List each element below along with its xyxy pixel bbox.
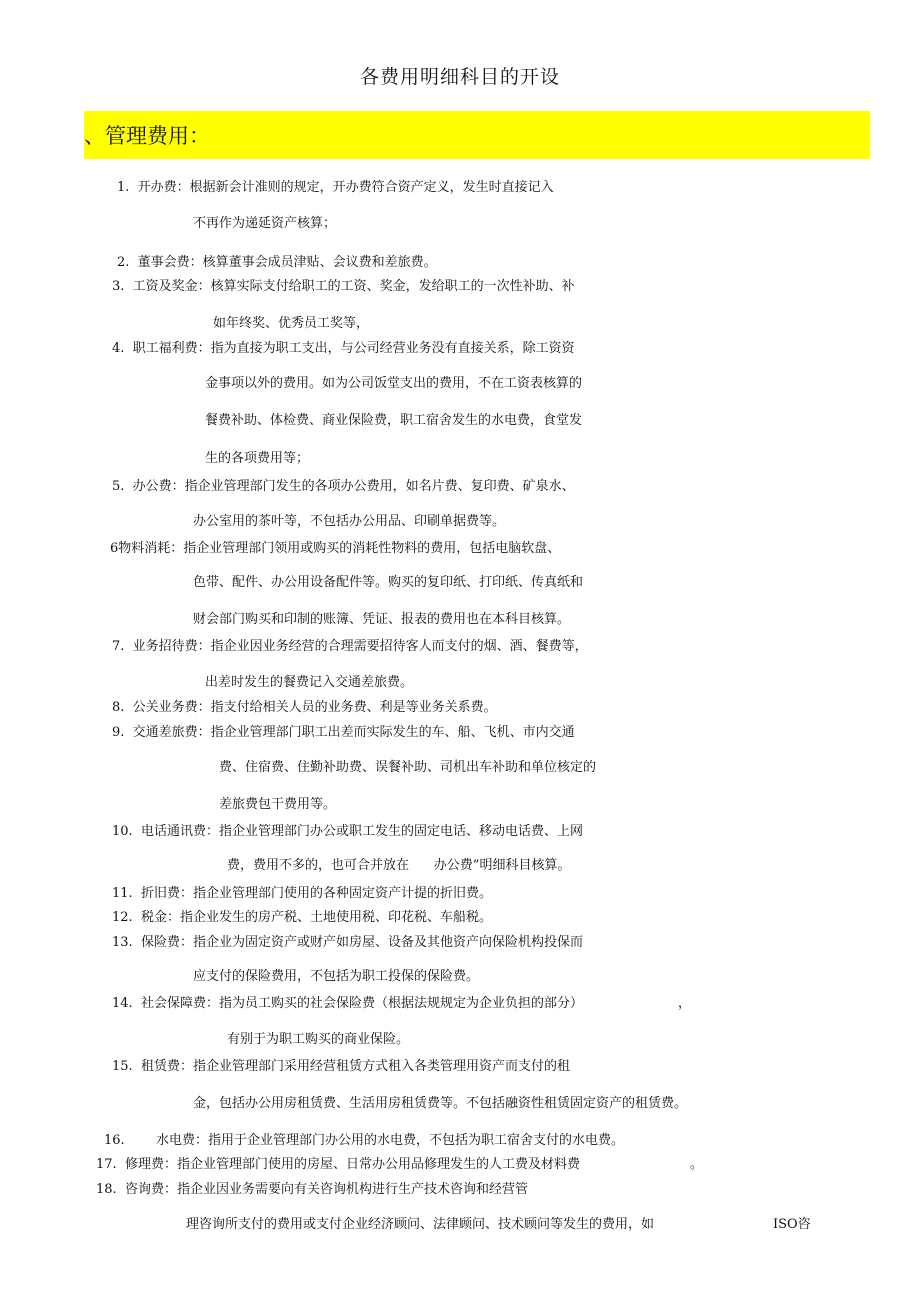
item-line: 17. 修理费：指企业管理部门使用的房屋、日常办公用品修理发生的人工费及材料费 bbox=[96, 1157, 580, 1172]
item-line: 差旅费包干费用等。 bbox=[219, 797, 337, 812]
item-line: 7. 业务招待费：指企业因业务经营的合理需要招待客人而支付的烟、酒、餐费等， bbox=[112, 639, 588, 654]
item-line: 12. 税金：指企业发生的房产税、土地使用税、印花税、车船税。 bbox=[112, 910, 492, 925]
item-line: 出差时发生的餐费记入交通差旅费。 bbox=[205, 675, 414, 690]
item-line: 财会部门购买和印制的账簿、凭证、报表的费用也在本科目核算。 bbox=[193, 612, 571, 627]
item-line: 9. 交通差旅费：指企业管理部门职工出差而实际发生的车、船、飞机、市内交通 bbox=[112, 725, 575, 740]
item-line: 11. 折旧费：指企业管理部门使用的各种固定资产计提的折旧费。 bbox=[112, 886, 492, 901]
item-line: 6物料消耗：指企业管理部门领用或购买的消耗性物料的费用，包括电脑软盘、 bbox=[110, 541, 561, 556]
item-line: 2. 董事会费：核算董事会成员津贴、会议费和差旅费。 bbox=[117, 255, 437, 270]
section-header: 、管理费用： bbox=[84, 124, 210, 148]
item-line: 费，费用不多的，也可合并放在 办公费”明细科目核算。 bbox=[227, 858, 571, 873]
item-line: 3. 工资及奖金：核算实际支付给职工的工资、奖金，发给职工的一次性补助、补 bbox=[112, 279, 575, 294]
item-line: 生的各项费用等； bbox=[205, 451, 310, 466]
item-line: 1. 开办费：根据新会计准则的规定，开办费符合资产定义，发生时直接记入 bbox=[117, 180, 554, 195]
item-line: 餐费补助、体检费、商业保险费，职工宿舍发生的水电费，食堂发 bbox=[205, 413, 583, 428]
item-line: 。 bbox=[690, 1157, 704, 1172]
item-line: 18. 咨询费：指企业因业务需要向有关咨询机构进行生产技术咨询和经营管 bbox=[96, 1182, 528, 1197]
item-line: 不再作为递延资产核算； bbox=[193, 216, 337, 231]
item-line: 13. 保险费：指企业为固定资产或财产如房屋、设备及其他资产向保险机构投保而 bbox=[112, 935, 583, 950]
item-line: 5. 办公费：指企业管理部门发生的各项办公费用，如名片费、复印费、矿泉水、 bbox=[112, 479, 575, 494]
item-line: 8. 公关业务费：指支付给相关人员的业务费、利是等业务关系费。 bbox=[112, 700, 497, 715]
item-line: 理咨询所支付的费用或支付企业经济顾问、法律顾问、技术顾问等发生的费用，如 bbox=[186, 1217, 655, 1232]
item-line: 15. 租赁费：指企业管理部门采用经营租赁方式租入各类管理用资产而支付的租 bbox=[112, 1059, 570, 1074]
item-line: 金事项以外的费用。如为公司饭堂支出的费用，不在工资表核算的 bbox=[205, 376, 583, 391]
document-title: 各费用明细科目的开设 bbox=[359, 66, 560, 88]
item-line: 4. 职工福利费：指为直接为职工支出，与公司经营业务没有直接关系，除工资资 bbox=[112, 341, 575, 356]
item-line: 金，包括办公用房租赁费、生活用房租赁费等。不包括融资性租赁固定资产的租赁费。 bbox=[193, 1096, 688, 1111]
item-line: ， bbox=[678, 996, 692, 1011]
item-line: ISO咨 bbox=[773, 1217, 811, 1232]
item-line: 色带、配件、办公用设备配件等。购买的复印纸、打印纸、传真纸和 bbox=[193, 575, 584, 590]
item-line: 14. 社会保障费：指为员工购买的社会保险费（根据法规规定为企业负担的部分） bbox=[112, 996, 583, 1011]
item-line: 水电费：指用于企业管理部门办公用的水电费，不包括为职工宿舍支付的水电费。 bbox=[156, 1133, 625, 1148]
item-line: 办公室用的茶叶等，不包括办公用品、印刷单据费等。 bbox=[193, 514, 506, 529]
item-line: 应支付的保险费用，不包括为职工投保的保险费。 bbox=[193, 969, 480, 984]
item-line: 费、住宿费、住勤补助费、误餐补助、司机出车补助和单位核定的 bbox=[219, 760, 597, 775]
item-line: 如年终奖、优秀员工奖等， bbox=[213, 316, 370, 331]
item-line: 10. 电话通讯费：指企业管理部门办公或职工发生的固定电话、移动电话费、上网 bbox=[112, 824, 583, 839]
item-line: 16. bbox=[104, 1133, 125, 1148]
item-line: 有别于为职工购买的商业保险。 bbox=[227, 1032, 410, 1047]
